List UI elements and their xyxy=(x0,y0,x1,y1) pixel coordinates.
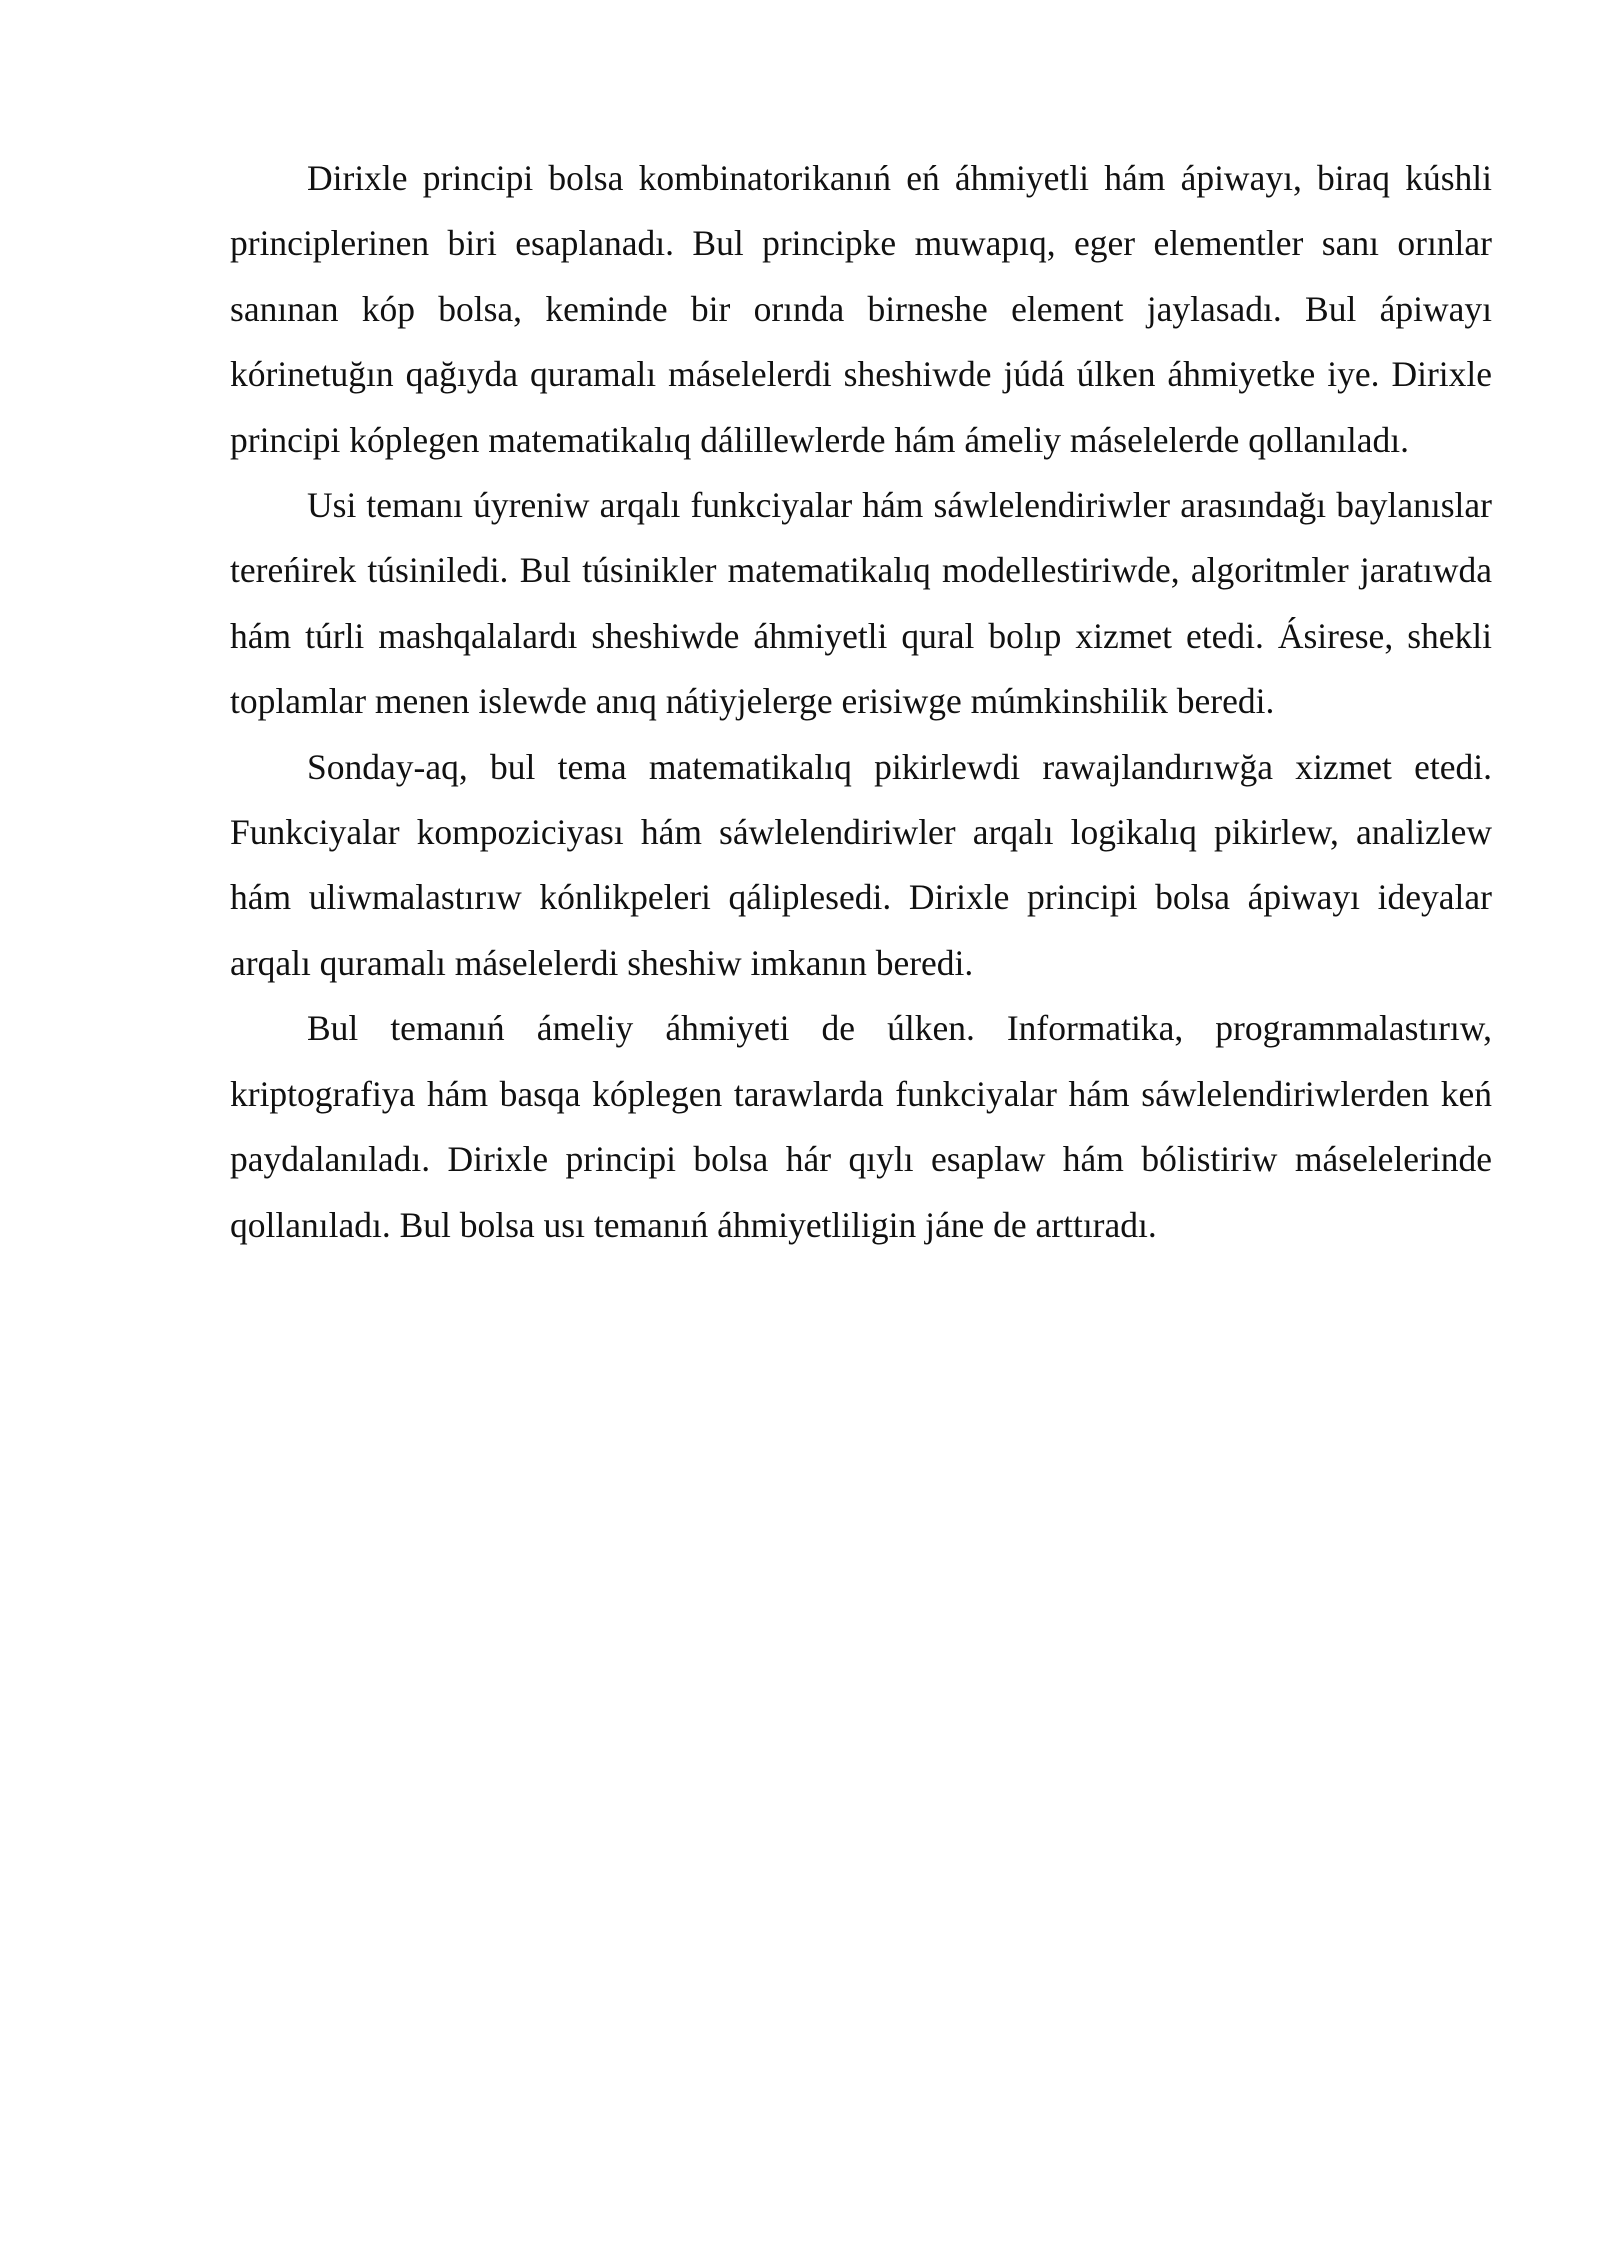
paragraph-3: Sonday-aq, bul tema matematikalıq pikirlewdi rawajlandırıwğa xizmet etedi. Funkciyalar kompoziciyası hám sáwlelendiriwler arqalı logikalıq pikirlew, analizlew hám uliwmalastırıw kónlikpeleri qáliplesedi. Dirixle principi bolsa ápiwayı ideyalar arqalı quramalı máselelerdi sheshiw imkanın beredi. xyxy=(230,746,1492,983)
paragraph-1: Dirixle principi bolsa kombinatorikanıń eń áhmiyetli hám ápiwayı, biraq kúshli principlerinen biri esaplanadı. Bul principke muwapıq, eger elementler sanı orınlar sanınan kóp bolsa, keminde bir orında birneshe element jaylasadı. Bul ápiwayı kórinetuğın qağıyda quramalı máselelerdi sheshiwde júdá úlken áhmiyetke iye. Dirixle principi kóplegen matematikalıq dálillewlerde hám ámeliy máselelerde qollanıladı. xyxy=(230,158,1492,460)
paragraph-2: Usi temanı úyreniw arqalı funkciyalar hám sáwlelendiriwler arasındağı baylanıslar tereńirek túsiniledi. Bul túsinikler matematikalıq modellestiriwde, algoritmler jaratıwda hám túrli mashqalalardı sheshiwde áhmiyetli qural bolıp xizmet etedi. Ásirese, shekli toplamlar menen islewde anıq nátiyjelerge erisiwge múmkinshilik beredi. xyxy=(230,485,1492,722)
paragraph-4: Bul temanıń ámeliy áhmiyeti de úlken. Informatika, programmalastırıw, kriptografiya hám basqa kóplegen tarawlarda funkciyalar hám sáwlelendiriwlerden keń paydalanıladı. Dirixle principi bolsa hár qıylı esaplaw hám bólistiriw máselelerinde qollanıladı. Bul bolsa usı temanıń áhmiyetliligin jáne de arttıradı. xyxy=(230,1008,1492,1245)
document-body xyxy=(230,146,1492,1258)
